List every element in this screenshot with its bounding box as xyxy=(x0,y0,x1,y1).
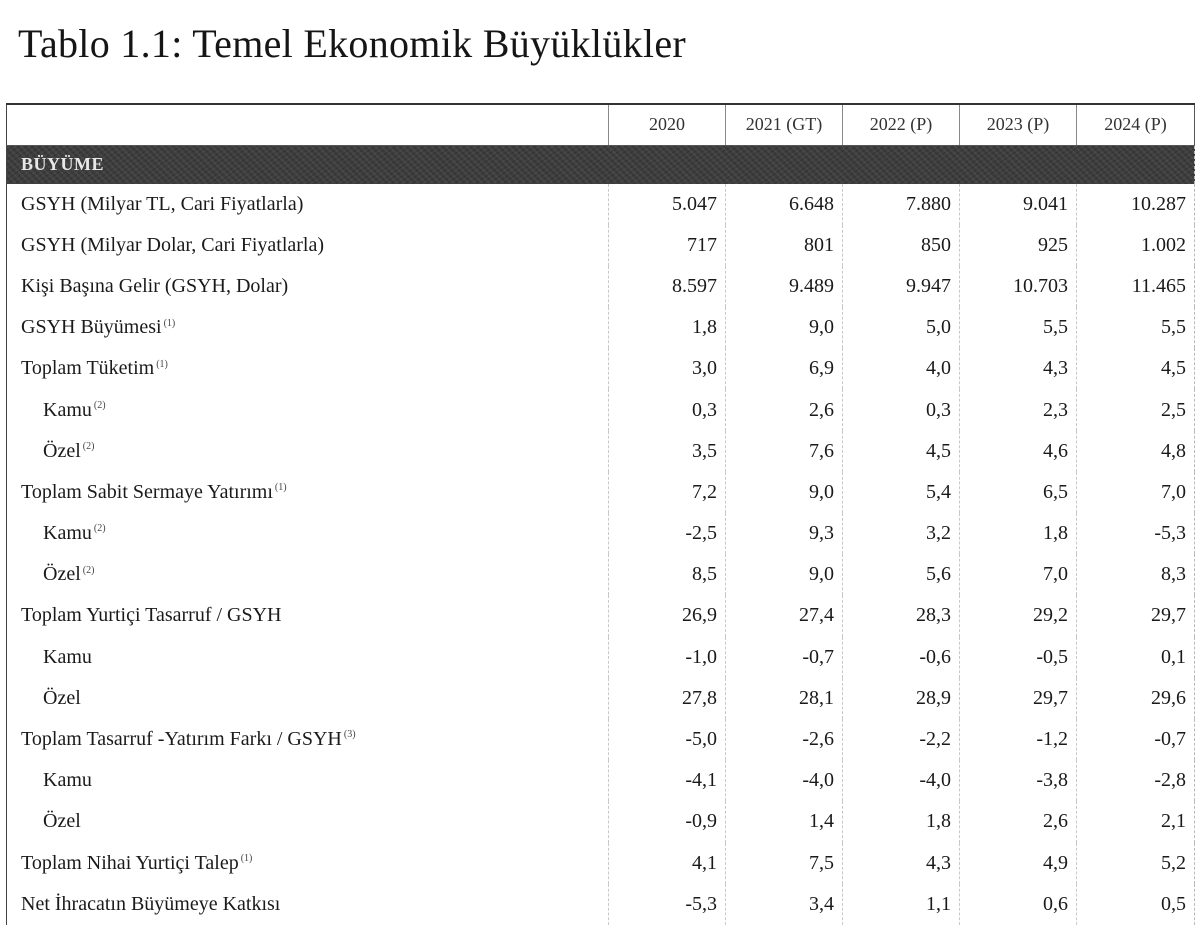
value-cell: 6,9 xyxy=(726,348,843,389)
value-cell: 10.287 xyxy=(1077,184,1195,225)
table-row xyxy=(7,884,1195,925)
row-label: Kamu xyxy=(43,398,92,421)
column-header: 2020 xyxy=(609,104,726,145)
value-cell: 7,2 xyxy=(609,472,726,513)
value-cell: 3,4 xyxy=(726,884,843,925)
value-cell: 3,0 xyxy=(609,348,726,389)
value-cell: -4,0 xyxy=(726,760,843,801)
row-label-cell xyxy=(7,678,609,719)
row-label-cell xyxy=(7,307,609,348)
value-cell: 5,0 xyxy=(843,307,960,348)
row-label: Toplam Nihai Yurtiçi Talep xyxy=(21,851,239,874)
table-row xyxy=(7,637,1195,678)
row-label-cell xyxy=(7,225,609,266)
value-cell: 10.703 xyxy=(960,266,1077,307)
economic-indicators-table xyxy=(6,103,1194,925)
row-label: Özel xyxy=(43,810,81,833)
value-cell: -4,0 xyxy=(843,760,960,801)
section-label: BÜYÜME xyxy=(7,145,1195,184)
value-cell: 801 xyxy=(726,225,843,266)
value-cell: 1,8 xyxy=(843,801,960,842)
header-row xyxy=(7,104,1195,145)
value-cell: 6,5 xyxy=(960,472,1077,513)
value-cell: -0,5 xyxy=(960,637,1077,678)
footnote-marker: (2) xyxy=(93,523,106,535)
value-cell: 2,6 xyxy=(726,389,843,430)
value-cell: 27,8 xyxy=(609,678,726,719)
row-label: Kamu xyxy=(43,645,92,668)
row-label: Özel xyxy=(43,686,81,709)
row-label-cell xyxy=(7,431,609,472)
row-label: Özel xyxy=(43,439,81,462)
value-cell: 4,3 xyxy=(843,843,960,884)
footnote-marker: (1) xyxy=(274,482,287,494)
footnote-marker: (2) xyxy=(82,441,95,453)
value-cell: 2,6 xyxy=(960,801,1077,842)
value-cell: 4,8 xyxy=(1077,431,1195,472)
value-cell: -2,8 xyxy=(1077,760,1195,801)
row-label-cell xyxy=(7,637,609,678)
value-cell: -5,3 xyxy=(609,884,726,925)
row-label: Toplam Sabit Sermaye Yatırımı xyxy=(21,480,273,503)
value-cell: 2,1 xyxy=(1077,801,1195,842)
value-cell: 0,3 xyxy=(843,389,960,430)
value-cell: 0,3 xyxy=(609,389,726,430)
value-cell: -0,7 xyxy=(726,637,843,678)
value-cell: 7,6 xyxy=(726,431,843,472)
value-cell: 7,0 xyxy=(960,554,1077,595)
value-cell: 0,1 xyxy=(1077,637,1195,678)
value-cell: 0,5 xyxy=(1077,884,1195,925)
row-label-cell xyxy=(7,348,609,389)
value-cell: 9,3 xyxy=(726,513,843,554)
value-cell: -2,2 xyxy=(843,719,960,760)
value-cell: -2,6 xyxy=(726,719,843,760)
value-cell: 4,5 xyxy=(1077,348,1195,389)
value-cell: 0,6 xyxy=(960,884,1077,925)
value-cell: 1,8 xyxy=(960,513,1077,554)
value-cell: 8.597 xyxy=(609,266,726,307)
value-cell: 9.041 xyxy=(960,184,1077,225)
value-cell: 925 xyxy=(960,225,1077,266)
column-header: 2024 (P) xyxy=(1077,104,1195,145)
value-cell: 29,7 xyxy=(960,678,1077,719)
row-label: Toplam Tasarruf -Yatırım Farkı / GSYH xyxy=(21,728,342,751)
row-label-cell xyxy=(7,884,609,925)
value-cell: 5,5 xyxy=(960,307,1077,348)
value-cell: -5,0 xyxy=(609,719,726,760)
table-row xyxy=(7,348,1195,389)
row-label: Kamu xyxy=(43,522,92,545)
value-cell: 7.880 xyxy=(843,184,960,225)
footnote-marker: (1) xyxy=(156,358,168,370)
footnote-marker: (2) xyxy=(93,399,106,411)
table-title: Tablo 1.1: Temel Ekonomik Büyüklükler xyxy=(18,21,687,66)
value-cell: 11.465 xyxy=(1077,266,1195,307)
row-label: Kamu xyxy=(43,769,92,792)
value-cell: -1,2 xyxy=(960,719,1077,760)
value-cell: 7,5 xyxy=(726,843,843,884)
value-cell: 4,0 xyxy=(843,348,960,389)
value-cell: 6.648 xyxy=(726,184,843,225)
column-header: 2021 (GT) xyxy=(726,104,843,145)
row-label: GSYH Büyümesi xyxy=(21,316,162,339)
footnote-marker: (3) xyxy=(343,729,356,741)
row-label: Net İhracatın Büyümeye Katkısı xyxy=(21,892,281,915)
section-header xyxy=(7,145,1195,184)
value-cell: 3,5 xyxy=(609,431,726,472)
value-cell: 5,4 xyxy=(843,472,960,513)
value-cell: 9,0 xyxy=(726,307,843,348)
row-label: Toplam Yurtiçi Tasarruf / GSYH xyxy=(21,604,282,627)
value-cell: 5,2 xyxy=(1077,843,1195,884)
value-cell: -0,9 xyxy=(609,801,726,842)
row-label-cell xyxy=(7,843,609,884)
value-cell: 850 xyxy=(843,225,960,266)
table-row xyxy=(7,678,1195,719)
value-cell: 8,3 xyxy=(1077,554,1195,595)
header-label-cell xyxy=(7,104,609,145)
row-label: Kişi Başına Gelir (GSYH, Dolar) xyxy=(21,274,289,297)
value-cell: 5,6 xyxy=(843,554,960,595)
value-cell: 29,7 xyxy=(1077,595,1195,636)
table-row xyxy=(7,760,1195,801)
value-cell: 7,0 xyxy=(1077,472,1195,513)
footnote-marker: (1) xyxy=(163,317,176,329)
value-cell: 26,9 xyxy=(609,595,726,636)
column-header: 2023 (P) xyxy=(960,104,1077,145)
value-cell: 28,1 xyxy=(726,678,843,719)
value-cell: 4,5 xyxy=(843,431,960,472)
row-label: GSYH (Milyar TL, Cari Fiyatlarla) xyxy=(21,192,304,215)
table-row xyxy=(7,554,1195,595)
value-cell: -0,7 xyxy=(1077,719,1195,760)
row-label: GSYH (Milyar Dolar, Cari Fiyatlarla) xyxy=(21,233,325,256)
value-cell: 9.489 xyxy=(726,266,843,307)
table-row xyxy=(7,431,1195,472)
value-cell: 29,6 xyxy=(1077,678,1195,719)
row-label-cell xyxy=(7,472,609,513)
value-cell: 8,5 xyxy=(609,554,726,595)
row-label-cell xyxy=(7,554,609,595)
row-label: Özel xyxy=(43,563,81,586)
value-cell: 28,9 xyxy=(843,678,960,719)
row-label-cell xyxy=(7,801,609,842)
value-cell: 1,4 xyxy=(726,801,843,842)
row-label-cell xyxy=(7,760,609,801)
value-cell: 1,1 xyxy=(843,884,960,925)
row-label-cell xyxy=(7,513,609,554)
value-cell: 4,6 xyxy=(960,431,1077,472)
row-label-cell xyxy=(7,389,609,430)
row-label-cell xyxy=(7,595,609,636)
value-cell: -3,8 xyxy=(960,760,1077,801)
value-cell: -1,0 xyxy=(609,637,726,678)
value-cell: 4,3 xyxy=(960,348,1077,389)
table-row xyxy=(7,184,1195,225)
table-row xyxy=(7,266,1195,307)
row-label-cell xyxy=(7,719,609,760)
footnote-marker: (2) xyxy=(82,564,95,576)
value-cell: -5,3 xyxy=(1077,513,1195,554)
value-cell: 28,3 xyxy=(843,595,960,636)
table-row xyxy=(7,801,1195,842)
value-cell: 1,8 xyxy=(609,307,726,348)
value-cell: 9,0 xyxy=(726,472,843,513)
value-cell: 5.047 xyxy=(609,184,726,225)
value-cell: 3,2 xyxy=(843,513,960,554)
value-cell: 9.947 xyxy=(843,266,960,307)
row-label-cell xyxy=(7,266,609,307)
table-row xyxy=(7,843,1195,884)
value-cell: 9,0 xyxy=(726,554,843,595)
value-cell: 4,1 xyxy=(609,843,726,884)
value-cell: 2,3 xyxy=(960,389,1077,430)
table-row xyxy=(7,513,1195,554)
table-row xyxy=(7,719,1195,760)
value-cell: 1.002 xyxy=(1077,225,1195,266)
value-cell: 29,2 xyxy=(960,595,1077,636)
value-cell: 4,9 xyxy=(960,843,1077,884)
value-cell: 5,5 xyxy=(1077,307,1195,348)
table-row xyxy=(7,595,1195,636)
value-cell: -4,1 xyxy=(609,760,726,801)
value-cell: 2,5 xyxy=(1077,389,1195,430)
value-cell: 27,4 xyxy=(726,595,843,636)
table-row xyxy=(7,389,1195,430)
table-row xyxy=(7,225,1195,266)
column-header: 2022 (P) xyxy=(843,104,960,145)
table-row xyxy=(7,472,1195,513)
row-label-cell xyxy=(7,184,609,225)
value-cell: -2,5 xyxy=(609,513,726,554)
footnote-marker: (1) xyxy=(240,852,253,864)
table-row xyxy=(7,307,1195,348)
value-cell: 717 xyxy=(609,225,726,266)
row-label: Toplam Tüketim xyxy=(21,357,155,380)
value-cell: -0,6 xyxy=(843,637,960,678)
